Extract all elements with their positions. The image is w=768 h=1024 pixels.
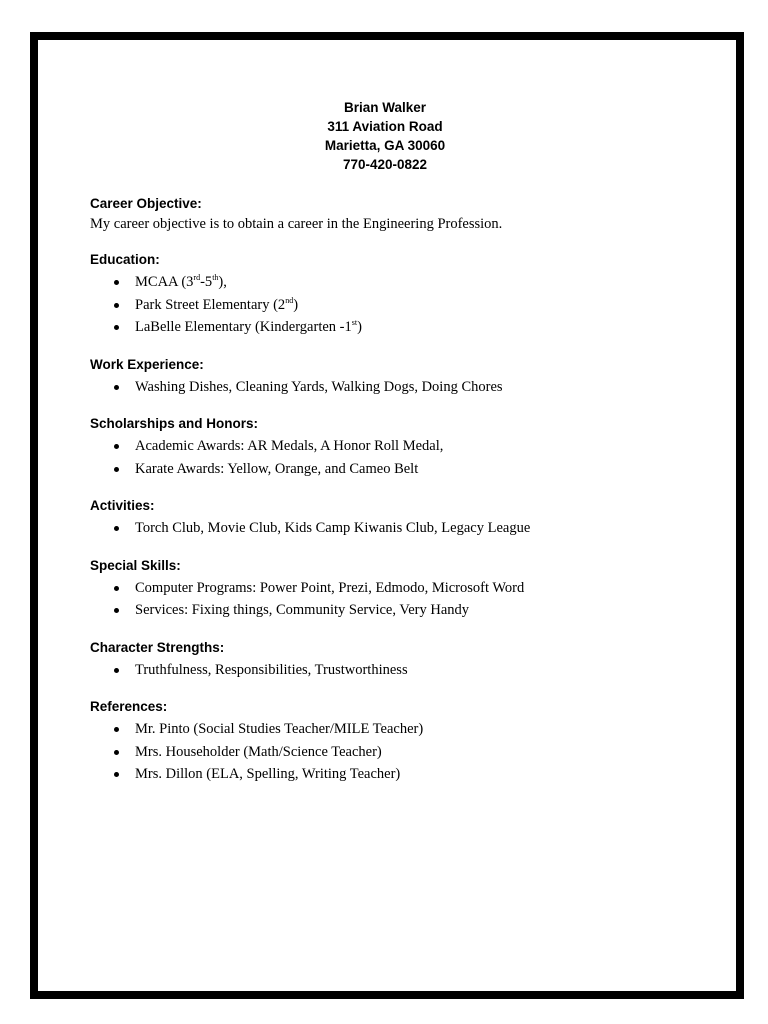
- section-title: Scholarships and Honors:: [90, 416, 259, 431]
- section-title: Activities:: [90, 498, 155, 513]
- resume-page: [30, 32, 744, 999]
- section-special-skills: [90, 556, 690, 622]
- street-address: 311 Aviation Road: [327, 119, 443, 134]
- section-title: References:: [90, 699, 168, 714]
- section-character-strengths: [90, 638, 690, 682]
- bullet-icon: [114, 303, 119, 308]
- bullet-icon: [114, 467, 119, 472]
- objective-text: My career objective is to obtain a career in the Engineering Profession.: [90, 216, 503, 232]
- section-activities: [90, 496, 690, 540]
- list-item: Mrs. Dillon (ELA, Spelling, Writing Teacher): [90, 763, 690, 786]
- bullet-icon: [114, 280, 119, 285]
- list-item: MCAA (3rd-5th),: [90, 271, 690, 294]
- list-item: Academic Awards: AR Medals, A Honor Roll Medal,: [90, 435, 690, 458]
- section-work-experience: [90, 355, 690, 399]
- city-state-zip: Marietta, GA 30060: [324, 138, 446, 153]
- resume-content: [90, 98, 690, 786]
- list-item: Mr. Pinto (Social Studies Teacher/MILE Teacher): [90, 718, 690, 741]
- list-item: Truthfulness, Responsibilities, Trustworthiness: [90, 659, 690, 682]
- bullet-icon: [114, 325, 119, 330]
- section-title: Education:: [90, 252, 160, 267]
- contact-header: [90, 98, 680, 174]
- bullet-icon: [114, 526, 119, 531]
- list-item: Mrs. Householder (Math/Science Teacher): [90, 741, 690, 764]
- bullet-icon: [114, 608, 119, 613]
- section-title: Work Experience:: [90, 356, 204, 372]
- section-title: Character Strengths:: [90, 639, 225, 655]
- bullet-icon: [114, 444, 119, 449]
- list-item: Washing Dishes, Cleaning Yards, Walking Dogs, Doing Chores: [90, 376, 690, 399]
- section-scholarships-honors: [90, 414, 690, 480]
- bullet-icon: [114, 727, 119, 732]
- section-title: Career Objective:: [90, 196, 202, 211]
- list-item: Computer Programs: Power Point, Prezi, Edmodo, Microsoft Word: [90, 577, 690, 600]
- list-item: Karate Awards: Yellow, Orange, and Cameo Belt: [90, 458, 690, 481]
- bullet-icon: [114, 750, 119, 755]
- bullet-icon: [114, 586, 119, 591]
- section-title: Special Skills:: [90, 557, 181, 573]
- list-item: Park Street Elementary (2nd): [90, 294, 690, 317]
- bullet-icon: [114, 772, 119, 777]
- applicant-name: Brian Walker: [343, 100, 427, 115]
- bullet-icon: [114, 385, 119, 390]
- bullet-icon: [114, 668, 119, 673]
- list-item: Services: Fixing things, Community Service, Very Handy: [90, 599, 690, 622]
- list-item: Torch Club, Movie Club, Kids Camp Kiwanis Club, Legacy League: [90, 517, 690, 540]
- section-career-objective: [90, 194, 690, 234]
- section-references: [90, 697, 690, 786]
- list-item: LaBelle Elementary (Kindergarten -1st): [90, 316, 690, 339]
- phone-number: 770-420-0822: [342, 157, 428, 172]
- section-education: [90, 250, 690, 339]
